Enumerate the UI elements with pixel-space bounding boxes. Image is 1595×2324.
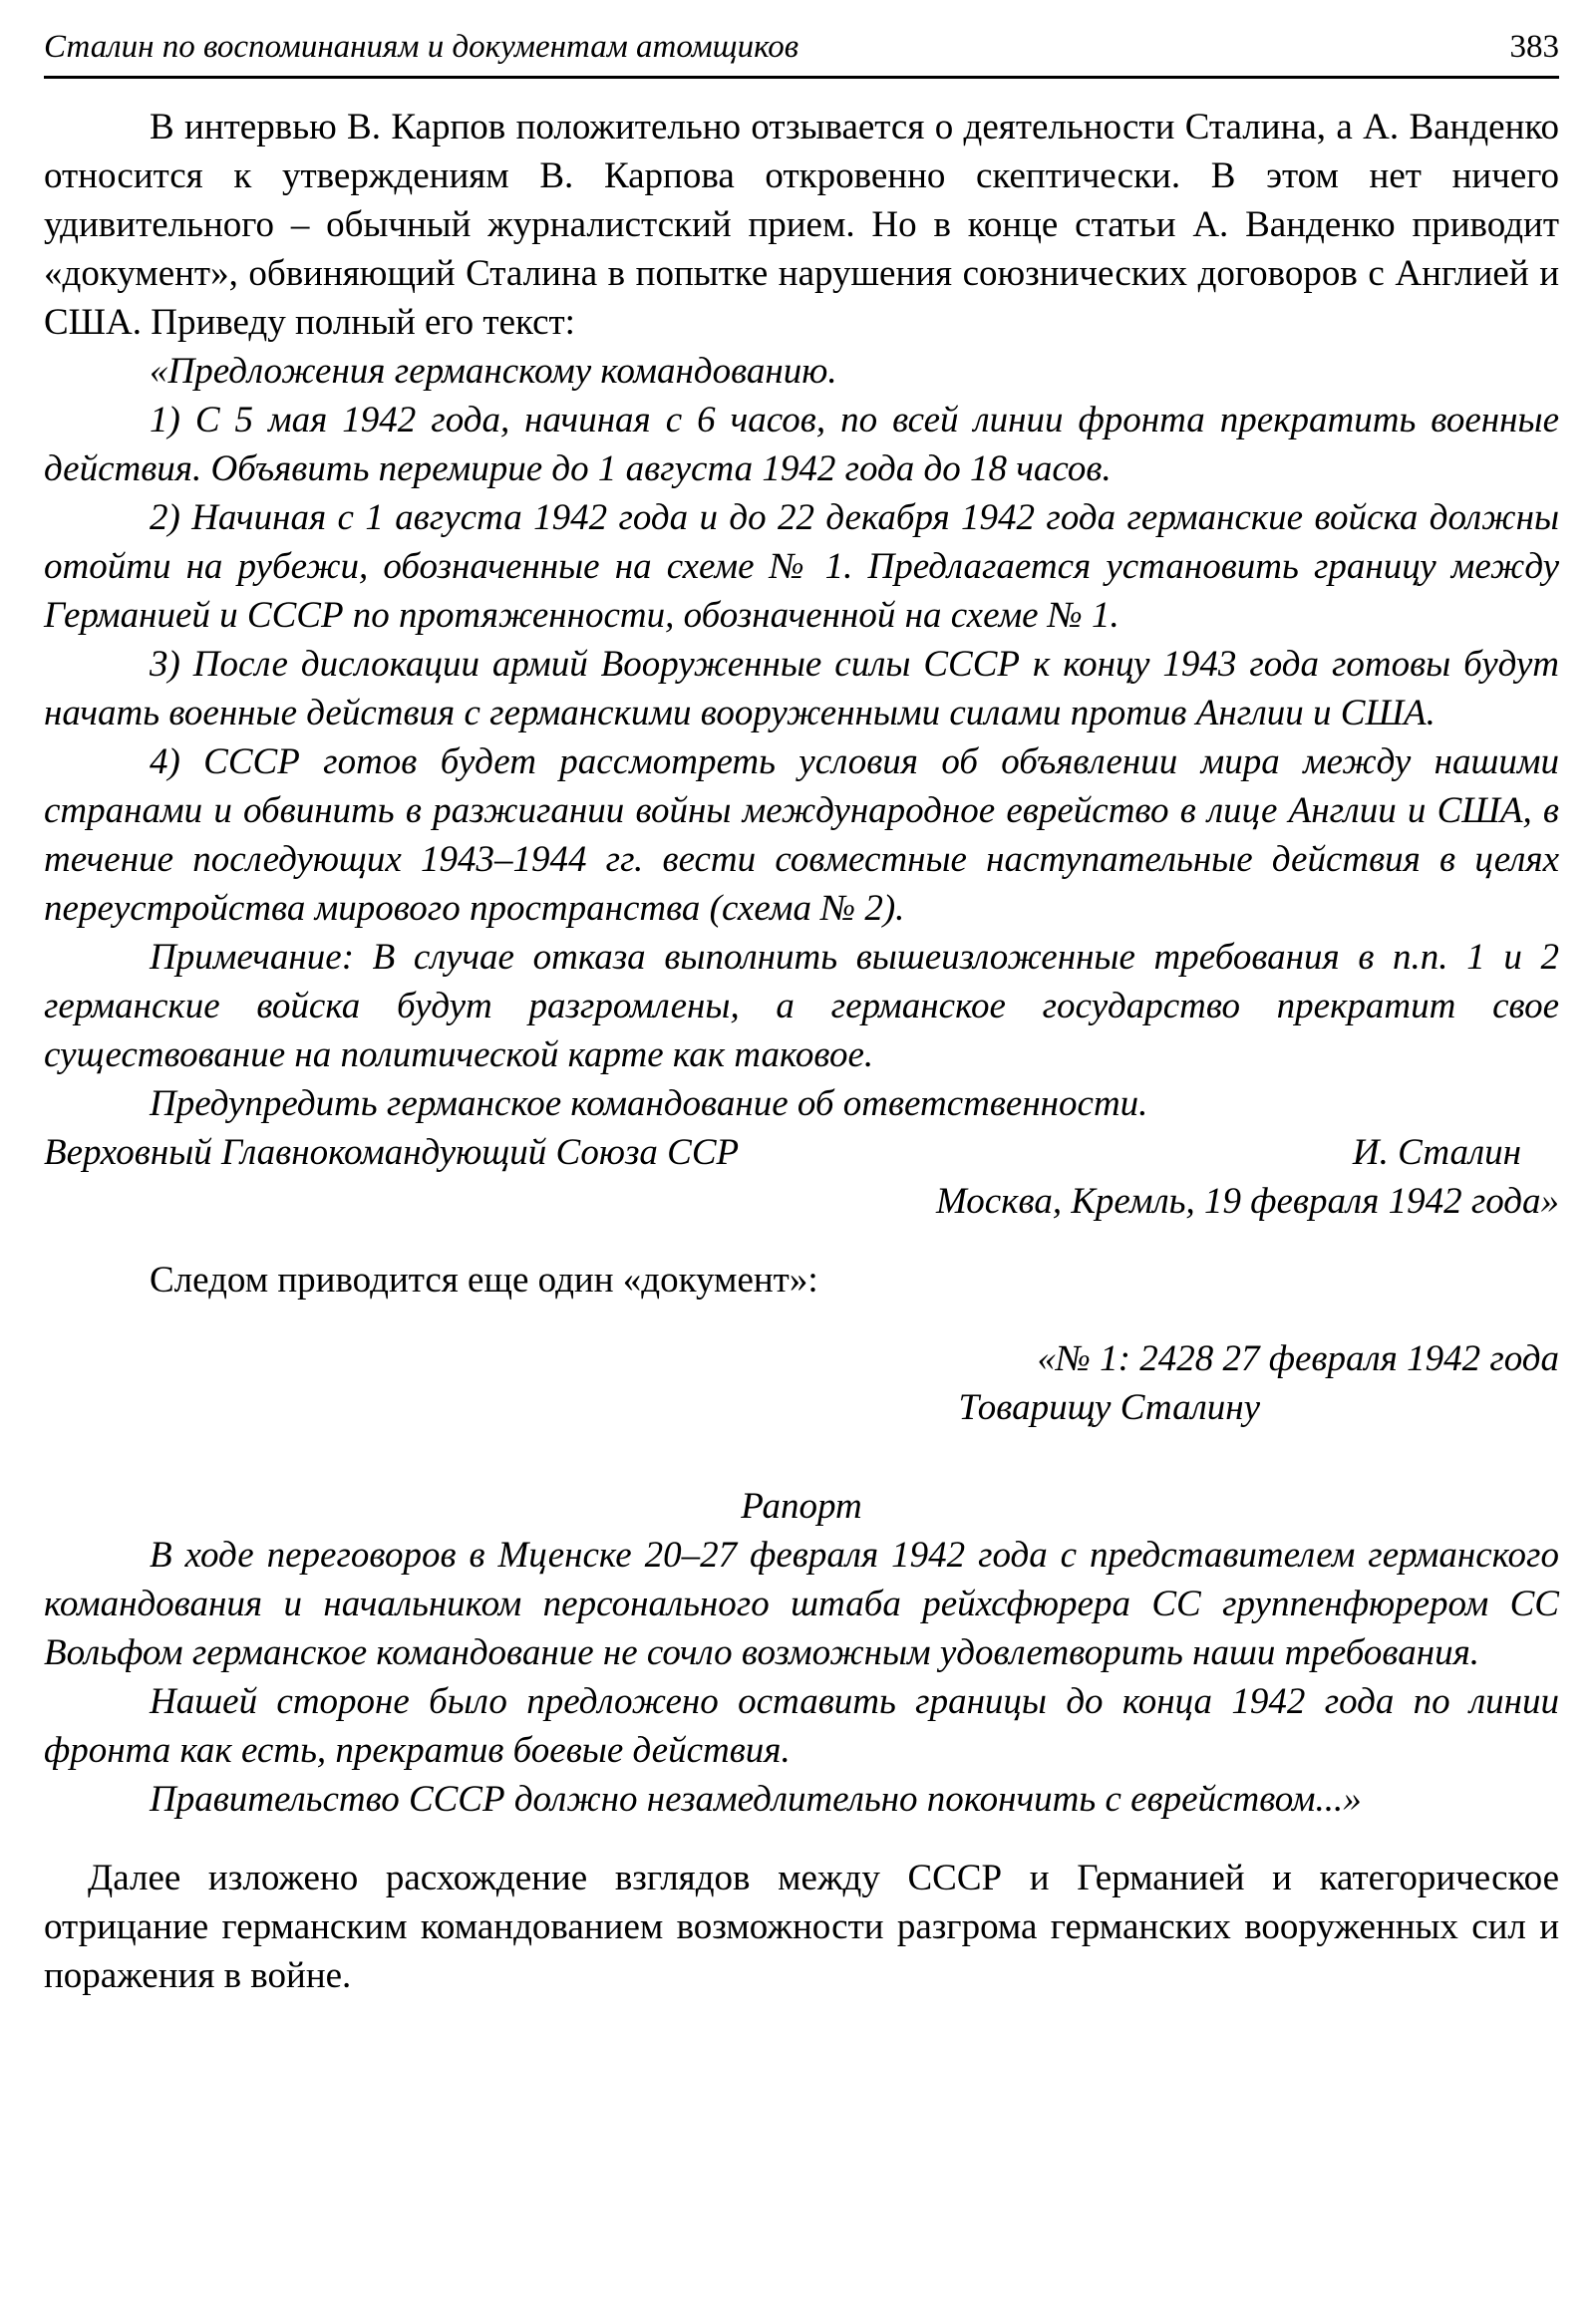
- quoted-document-title: «Предложения германскому командованию.: [150, 351, 837, 392]
- book-page: [44, 22, 1559, 2000]
- document-item-1: 1) С 5 мая 1942 года, начиная с 6 часов, по всей линии фронта прекратить военные действия. Объявить перемирие до 1 августа 1942 года до 18 часов.: [44, 400, 1559, 489]
- next-document-intro: Следом приводится еще один «документ»:: [150, 1260, 818, 1301]
- signature-title: Верховный Главнокомандующий Союза ССР: [44, 1132, 740, 1173]
- running-title: Сталин по воспоминаниям и документам атомщиков: [44, 29, 799, 65]
- page-number: 383: [1509, 29, 1559, 65]
- report-addressee: Товарищу Сталину: [958, 1387, 1260, 1428]
- spacer: [44, 1432, 1559, 1482]
- document-item-3: 3) После дислокации армий Вооруженные силы СССР к концу 1943 года готовы будут начать военные действия с германскими вооруженными силами против Англии и США.: [44, 644, 1559, 733]
- report-address: [44, 1334, 1559, 1432]
- report-title: Рапорт: [741, 1486, 862, 1527]
- page-body: [44, 103, 1559, 2000]
- report-paragraph-1: В ходе переговоров в Мценске 20–27 февраля 1942 года с представителем германского командования и начальником персонального штаба рейхсфюрера СС группенфюрером СС Вольфом германское командование не сочло возможным удовлетворить наши требования.: [44, 1535, 1559, 1673]
- signature-line: [44, 1128, 1559, 1177]
- document-item-2: 2) Начиная с 1 августа 1942 года и до 22 декабря 1942 года германские войска должны отойти на рубежи, обозначенные на схеме № 1. Предлагается установить границу между Германией и СССР по протяженности, обозначенной на схеме № 1.: [44, 497, 1559, 636]
- document-warning: Предупредить германское командование об ответственности.: [150, 1083, 1148, 1124]
- spacer: [44, 1305, 1559, 1334]
- document-item-4: 4) СССР готов будет рассмотреть условия об объявлении мира между нашими странами и обвинить в разжигании войны международное еврейство в лице Англии и США, в течение последующих 1943–1944 гг. вести совместные наступательные действия в целях переустройства мирового пространства (схема № 2).: [44, 741, 1559, 929]
- page-header: [44, 22, 1559, 79]
- report-reference: «№ 1: 2428 27 февраля 1942 года: [1037, 1338, 1559, 1379]
- intro-paragraph: В интервью В. Карпов положительно отзывается о деятельности Сталина, а А. Ванденко относится к утверждениям В. Карпова откровенно скептически. В этом нет ничего удивительного – обычный журналистский прием. Но в конце статьи А. Ванденко приводит «документ», обвиняющий Сталина в попытке нарушения союзнических договоров с Англией и США. Приведу полный его текст:: [44, 107, 1559, 343]
- spacer: [44, 1824, 1559, 1854]
- closing-paragraph: Далее изложено расхождение взглядов между СССР и Германией и категорическое отрицание германским командованием возможности разгрома германских вооруженных сил и поражения в войне.: [44, 1858, 1559, 1996]
- signature-name: И. Сталин: [1352, 1132, 1521, 1173]
- spacer: [44, 1226, 1559, 1256]
- place-and-date: Москва, Кремль, 19 февраля 1942 года»: [936, 1181, 1559, 1222]
- report-paragraph-3: Правительство СССР должно незамедлительно покончить с еврейством...»: [150, 1779, 1362, 1820]
- report-paragraph-2: Нашей стороне было предложено оставить границы до конца 1942 года по линии фронта как есть, прекратив боевые действия.: [44, 1681, 1559, 1771]
- document-note: Примечание: В случае отказа выполнить вышеизложенные требования в п.п. 1 и 2 германские войска будут разгромлены, а германское государство прекратит свое существование на политической карте как таковое.: [44, 937, 1559, 1075]
